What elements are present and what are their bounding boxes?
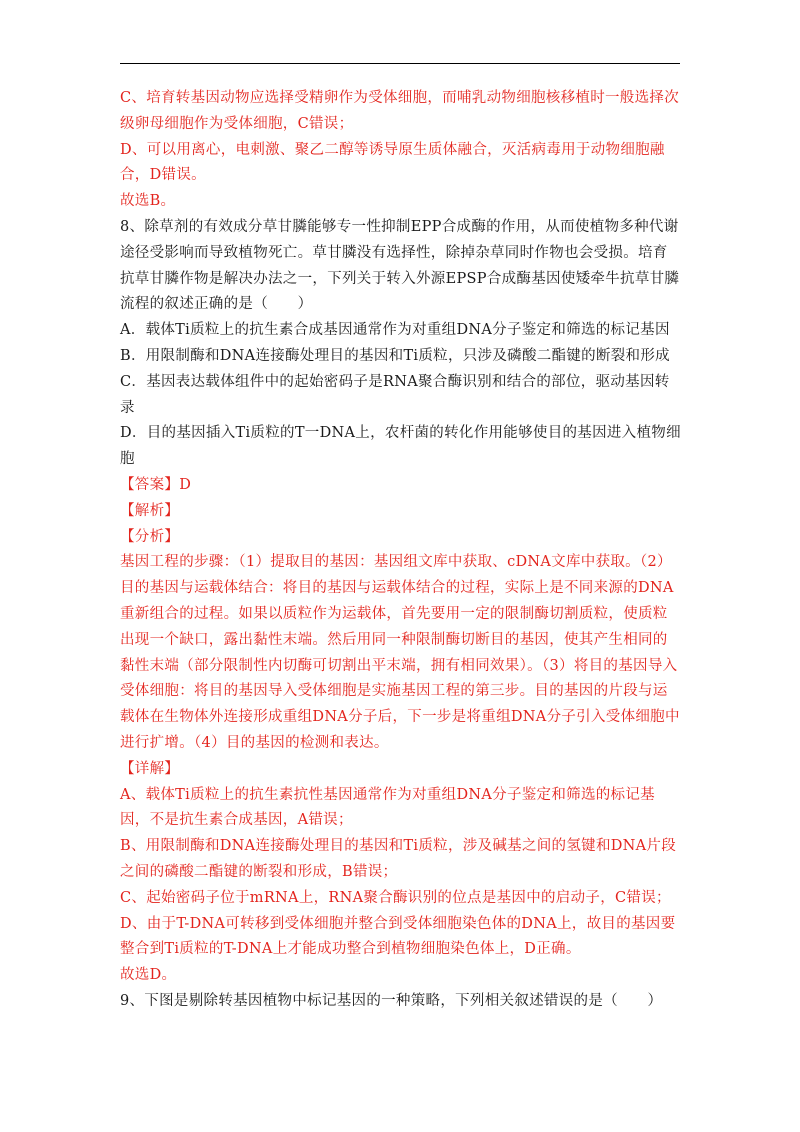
prev-conclusion: 故选B。 (120, 193, 176, 210)
jiexi-tag: 【解析】 (120, 502, 180, 519)
question-9-stem: 9、下图是剔除转基因植物中标记基因的一种策略，下列相关叙述错误的是（ ） (120, 992, 663, 1009)
detail-option-a: A、载体Ti质粒上的抗生素抗性基因通常作为对重组DNA分子鉴定和筛选的标记基因，不是抗生素合成基因，A错误； (120, 786, 655, 829)
xiangjie-tag: 【详解】 (120, 760, 180, 777)
detail-option-d: D、由于T-DNA可转移到受体细胞并整合到受体细胞染色体的DNA上，故目的基因要整合到Ti质粒的T-DNA上才能成功整合到植物细胞染色体上，D正确。 (120, 915, 676, 958)
question-8-option-d: D．目的基因插入Ti质粒的T一DNA上，农杆菌的转化作用能够使目的基因进入植物细胞 (120, 425, 681, 468)
final-conclusion: 故选D。 (120, 967, 177, 984)
question-8-stem: 8、除草剂的有效成分草甘膦能够专一性抑制EPP合成酶的作用，从而使植物多种代谢途径受影响而导致植物死亡。草甘膦没有选择性，除掉杂草同时作物也会受损。培育抗草甘膦作物是解决办法之一，下列关于转入外源EPSP合成酶基因使矮牵牛抗草甘膦流程的叙述正确的是（ ） (120, 218, 680, 313)
fenxi-tag: 【分析】 (120, 528, 180, 545)
detail-option-b: B、用限制酶和DNA连接酶处理目的基因和Ti质粒，涉及碱基之间的氢键和DNA片段之间的磷酸二酯键的断裂和形成，B错误； (120, 838, 677, 880)
prev-option-c-explanation: C、培育转基因动物应选择受精卵作为受体细胞，而哺乳动物细胞核移植时一般选择次级卵母细胞作为受体细胞，C错误； (120, 90, 679, 132)
header-rule (120, 63, 680, 64)
question-8-option-b: B．用限制酶和DNA连接酶处理目的基因和Ti质粒，只涉及磷酸二酯键的断裂和形成 (120, 347, 670, 364)
question-8-option-a: A．载体Ti质粒上的抗生素合成基因通常作为对重组DNA分子鉴定和筛选的标记基因 (120, 322, 670, 339)
detail-option-c: C、起始密码子位于mRNA上，RNA聚合酶识别的位点是基因中的启动子，C错误； (120, 889, 671, 906)
page-content (120, 86, 682, 1015)
question-8-option-c: C．基因表达载体组件中的起始密码子是RNA聚合酶识别和结合的部位，驱动基因转录 (120, 373, 670, 416)
answer-tag: 【答案】D (120, 476, 192, 493)
fenxi-body: 基因工程的步骤：（1）提取目的基因：基因组文库中获取、cDNA文库中获取。（2）目的基因与运载体结合：将目的基因与运载体结合的过程，实际上是不同来源的DNA重新组合的过程。如果以质粒作为运载体，首先要用一定的限制酶切割质粒，使质粒出现一个缺口，露出黏性末端。然后用同一种限制酶切断目的基因，使其产生相同的黏性末端（部分限制性内切酶可切割出平末端，拥有相同效果）。（3）将目的基因导入受体细胞：将目的基因导入受体细胞是实施基因工程的第三步。目的基因的片段与运载体在生物体外连接形成重组DNA分子后，下一步是将重组DNA分子引入受体细胞中进行扩增。（4）目的基因的检测和表达。 (120, 554, 680, 751)
prev-option-d-explanation: D、可以用离心，电刺激、聚乙二醇等诱导原生质体融合，灭活病毒用于动物细胞融合，D错误。 (120, 141, 665, 184)
